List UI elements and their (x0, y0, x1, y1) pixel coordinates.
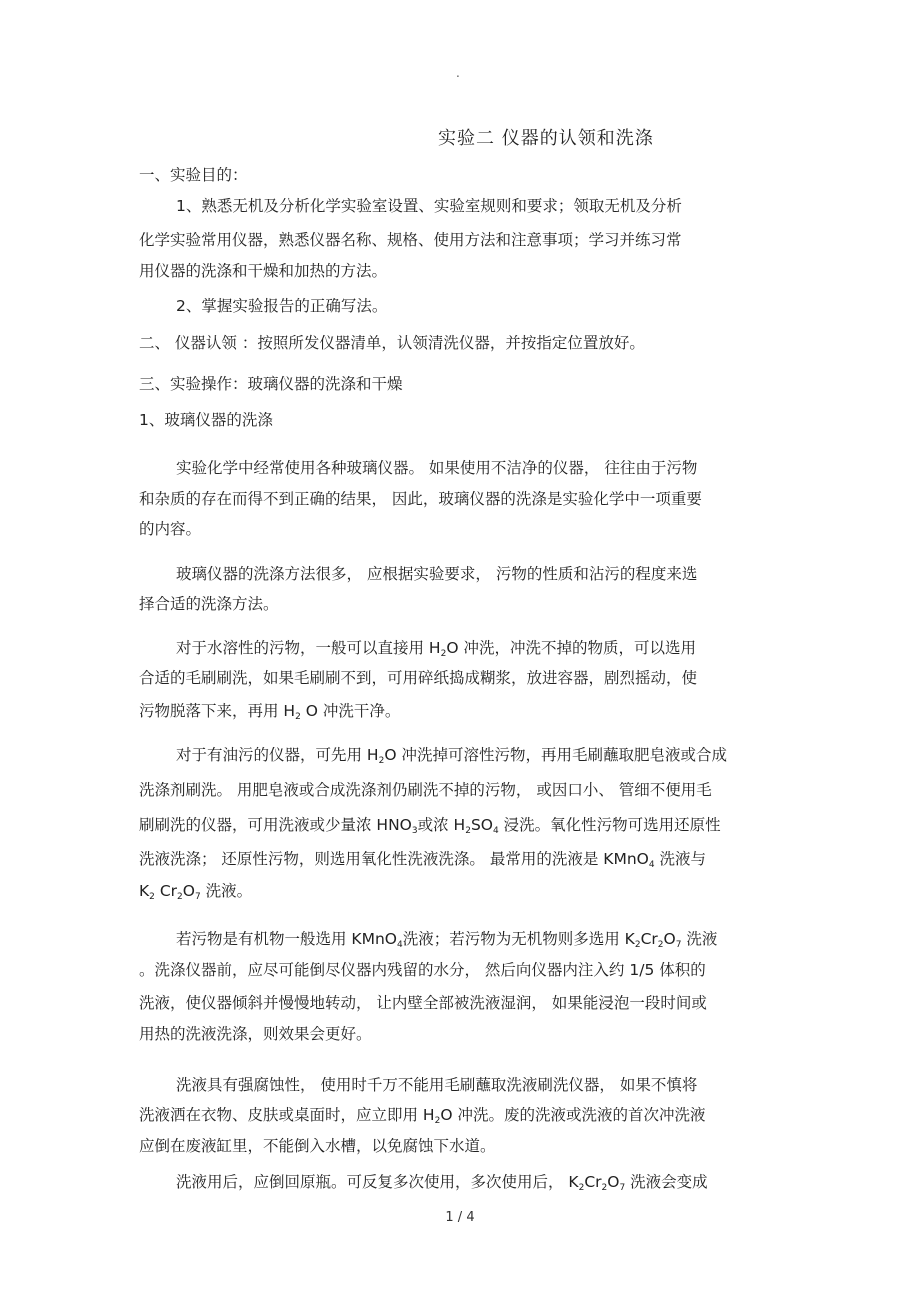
paragraph-line: 洗液具有强腐蚀性， 使用时千万不能用毛刷蘸取洗液刷洗仪器， 如果不慎将 (176, 1076, 698, 1094)
paragraph-line: 实验化学中经常使用各种玻璃仪器。 如果使用不洁净的仪器， 往往由于污物 (176, 459, 698, 477)
paragraph-line: 2、掌握实验报告的正确写法。 (176, 297, 388, 315)
paragraph-line: 若污物是有机物一般选用 KMnO$_4$洗液；若污物为无机物则多选用 $K_2Cr_2O_7$ 洗液 (176, 930, 718, 950)
paragraph-line: 洗液洗涤； 还原性污物，则选用氧化性洗液洗涤。 最常用的洗液是 KMnO$_4$ 洗液与 (139, 850, 707, 870)
paragraph-line: 污物脱落下来，再用 $H_2$ O 冲洗干净。 (139, 702, 401, 722)
page-number: 1 / 4 (445, 1210, 475, 1225)
paragraph-line: 刷刷洗的仪器，可用洗液或少量浓 $HNO_3$或浓 $H_2SO_4$ 浸洗。氧化性污物可选用还原性 (139, 816, 721, 836)
paragraph-line: 玻璃仪器的洗涤方法很多， 应根据实验要求， 污物的性质和沾污的程度来选 (176, 565, 698, 583)
section-heading: 一、实验目的： (139, 166, 248, 184)
section-heading: 三、实验操作：玻璃仪器的洗涤和干燥 (139, 375, 403, 393)
paragraph-line: 和杂质的存在而得不到正确的结果， 因此，玻璃仪器的洗涤是实验化学中一项重要 (139, 490, 702, 508)
paragraph-line: 应倒在废液缸里，不能倒入水槽，以免腐蚀下水道。 (139, 1137, 496, 1155)
paragraph-line: 化学实验常用仪器，熟悉仪器名称、规格、使用方法和注意事项；学习并练习常 (139, 231, 682, 249)
paragraph-line: 1、熟悉无机及分析化学实验室设置、实验室规则和要求；领取无机及分析 (176, 197, 682, 215)
paragraph-line: 用仪器的洗涤和干燥和加热的方法。 (139, 262, 388, 280)
header-mark: . (456, 66, 460, 80)
paragraph-line: 洗液，使仪器倾斜并慢慢地转动， 让内壁全部被洗液湿润， 如果能浸泡一段时间或 (139, 994, 707, 1012)
paragraph-line: $K_2$ $Cr_2O_7$ 洗液。 (139, 882, 253, 902)
paragraph-line: 洗液用后，应倒回原瓶。可反复多次使用，多次使用后， $K_2Cr_2O_7$ 洗液会变成 (176, 1173, 708, 1193)
paragraph-line: 洗涤剂刷洗。 用肥皂液或合成洗涤剂仍刷洗不掉的污物， 或因口小、 管细不便用毛 (139, 781, 712, 799)
paragraph-line: 择合适的洗涤方法。 (139, 595, 279, 613)
subsection-heading: 1、玻璃仪器的洗涤 (139, 411, 273, 429)
paragraph-line: 。洗涤仪器前，应尽可能倒尽仪器内残留的水分， 然后向仪器内注入约 1/5 体积的 (139, 961, 706, 979)
paragraph-line: 对于水溶性的污物，一般可以直接用 $H_2O$ 冲洗，冲洗不掉的物质，可以选用 (176, 639, 696, 659)
paragraph-line: 对于有油污的仪器，可先用 $H_2O$ 冲洗掉可溶性污物，再用毛刷蘸取肥皂液或合成 (176, 746, 727, 766)
paragraph-line: 的内容。 (139, 520, 202, 538)
document-title: 实验二 仪器的认领和洗涤 (438, 128, 654, 149)
paragraph-line: 洗液洒在衣物、皮肤或桌面时，应立即用 $H_2O$ 冲洗。废的洗液或洗液的首次冲洗液 (139, 1106, 706, 1126)
paragraph-line: 用热的洗液洗涤，则效果会更好。 (139, 1025, 372, 1043)
section-heading: 二、 仪器认领 ：按照所发仪器清单，认领清洗仪器，并按指定位置放好。 (139, 334, 645, 352)
paragraph-line: 合适的毛刷刷洗，如果毛刷刷不到，可用碎纸捣成糊浆，放进容器，剧烈摇动，使 (139, 669, 698, 687)
